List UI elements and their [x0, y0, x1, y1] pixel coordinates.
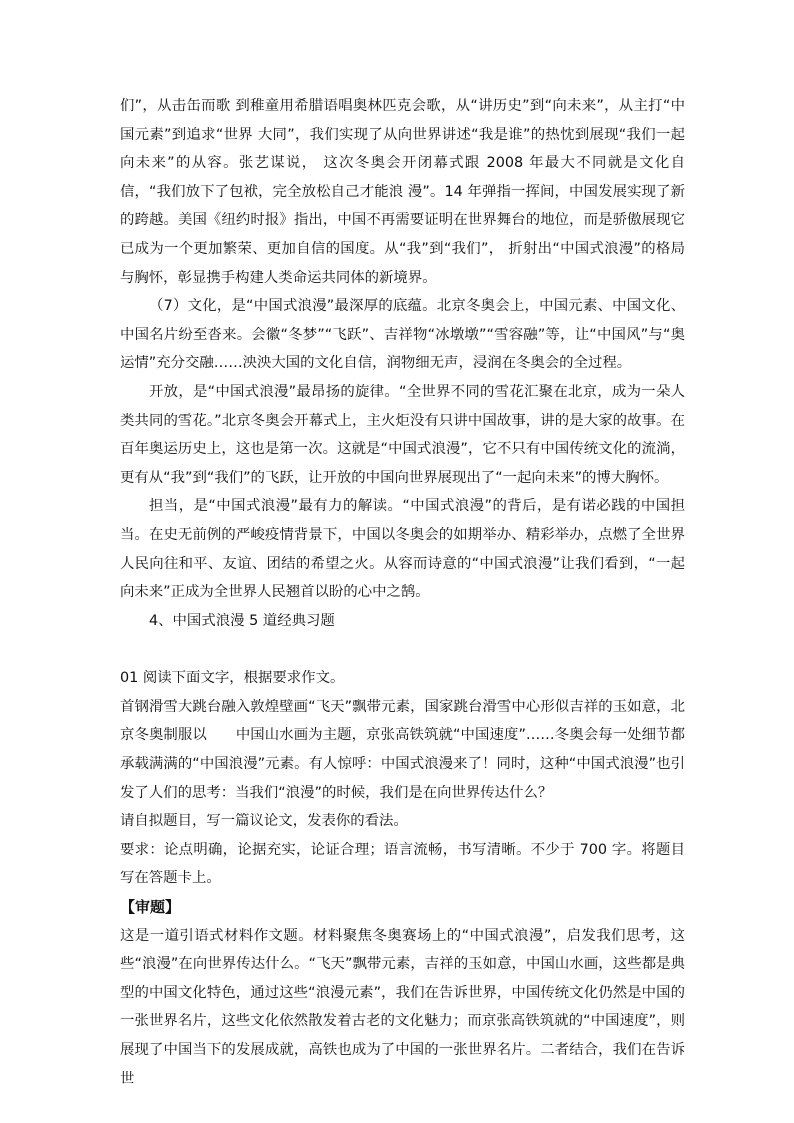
paragraph-openness: 开放，是“中国式浪漫”最昂扬的旋律。“全世界不同的雪花汇聚在北京，成为一朵人类共同的雪花。”北京冬奥会开幕式上，主火炬没有只讲中国故事，讲的是大家的故事。在百年奥运历史上，这也是第一次。这就是“中国式浪漫”，它不只有中国传统文化的流淌，更有从“我”到“我们”的飞跃，让开放的中国向世界展现出了“一起向未来”的博大胸怀。 [120, 383, 685, 486]
paragraph-responsibility: 担当，是“中国式浪漫”最有力的解读。“中国式浪漫”的背后，是有诺必践的中国担当。在史无前例的严峻疫情背景下，中国以冬奥会的如期举办、精彩举办，点燃了全世界人民向往和平、友谊、团结的希望之火。从容而诗意的“中国式浪漫”让我们看到，“一起向未来”正成为全世界人民翘首以盼的心中之鹄。 [120, 498, 685, 601]
exercise-question: 01 阅读下面文字，根据要求作文。 [120, 670, 345, 687]
exercise-requirement: 要求：论点明确，论据充实，论证合理；语言流畅，书写清晰。不少于 700 字。将题目写在答题卡上。 [120, 841, 685, 887]
document-body [120, 92, 685, 1093]
paragraph-culture: （7）文化，是“中国式浪漫”最深厚的底蕴。北京冬奥会上，中国元素、中国文化、中国名片纷至沓来。会徽“冬梦”“飞跃”、吉祥物“冰墩墩”“雪容融”等，让“中国风”与“奥运情”充分交融……泱泱大国的文化自信，润物细无声，浸润在冬奥会的全过程。 [120, 298, 685, 372]
spacer [120, 635, 685, 664]
exercise-instruction: 请自拟题目，写一篇议论文，发表你的看法。 [120, 813, 408, 830]
analysis-text: 这是一道引语式材料作文题。材料聚焦冬奥赛场上的“中国式浪漫”，启发我们思考，这些“浪漫”在向世界传达什么。“飞天”飘带元素，吉祥的玉如意，中国山水画，这些都是典型的中国文化特色，通过这些“浪漫元素”，我们在告诉世界，中国传统文化仍然是中国的一张世界名片，这些文化依然散发着古老的文化魅力；而京张高铁筑就的“中国速度”，则展现了中国当下的发展成就，高铁也成为了中国的一张世界名片。二者结合，我们在告诉世 [120, 927, 685, 1087]
exercise-material: 首钢滑雪大跳台融入敦煌壁画“飞天”飘带元素，国家跳台滑雪中心形似吉祥的玉如意，北京冬奥制服以 中国山水画为主题，京张高铁筑就“中国速度”……冬奥会每一处细节都承载满满的“中国浪漫”元素。有人惊呼：中国式浪漫来了！同时，这种“中国式浪漫”也引发了人们的思考：当我们“浪漫”的时候，我们是在向世界传达什么？ [120, 698, 685, 801]
section-title: 4、中国式浪漫 5 道经典习题 [149, 612, 335, 629]
paragraph-continuation: 们”，从击缶而歌 到稚童用希腊语唱奥林匹克会歌，从“讲历史”到“向未来”，从主打“中国元素”到追求“世界 大同”，我们实现了从向世界讲述“我是谁”的热忱到展现“我们一起向未来”的从容。张艺谋说， 这次冬奥会开闭幕式跟 2008 年最大不同就是文化自信，“我们放下了包袱，完全放松自己才能浪 漫”。14 年弹指一挥间，中国发展实现了新的跨越。美国《纽约时报》指出，中国不再需要证明在世界舞台的地位，而是骄傲展现它已成为一个更加繁荣、更加自信的国度。从“我”到“我们”， 折射出“中国式浪漫”的格局与胸怀，彰显携手构建人类命运共同体的新境界。 [120, 98, 685, 286]
analysis-tag: 【审题】 [120, 898, 181, 917]
